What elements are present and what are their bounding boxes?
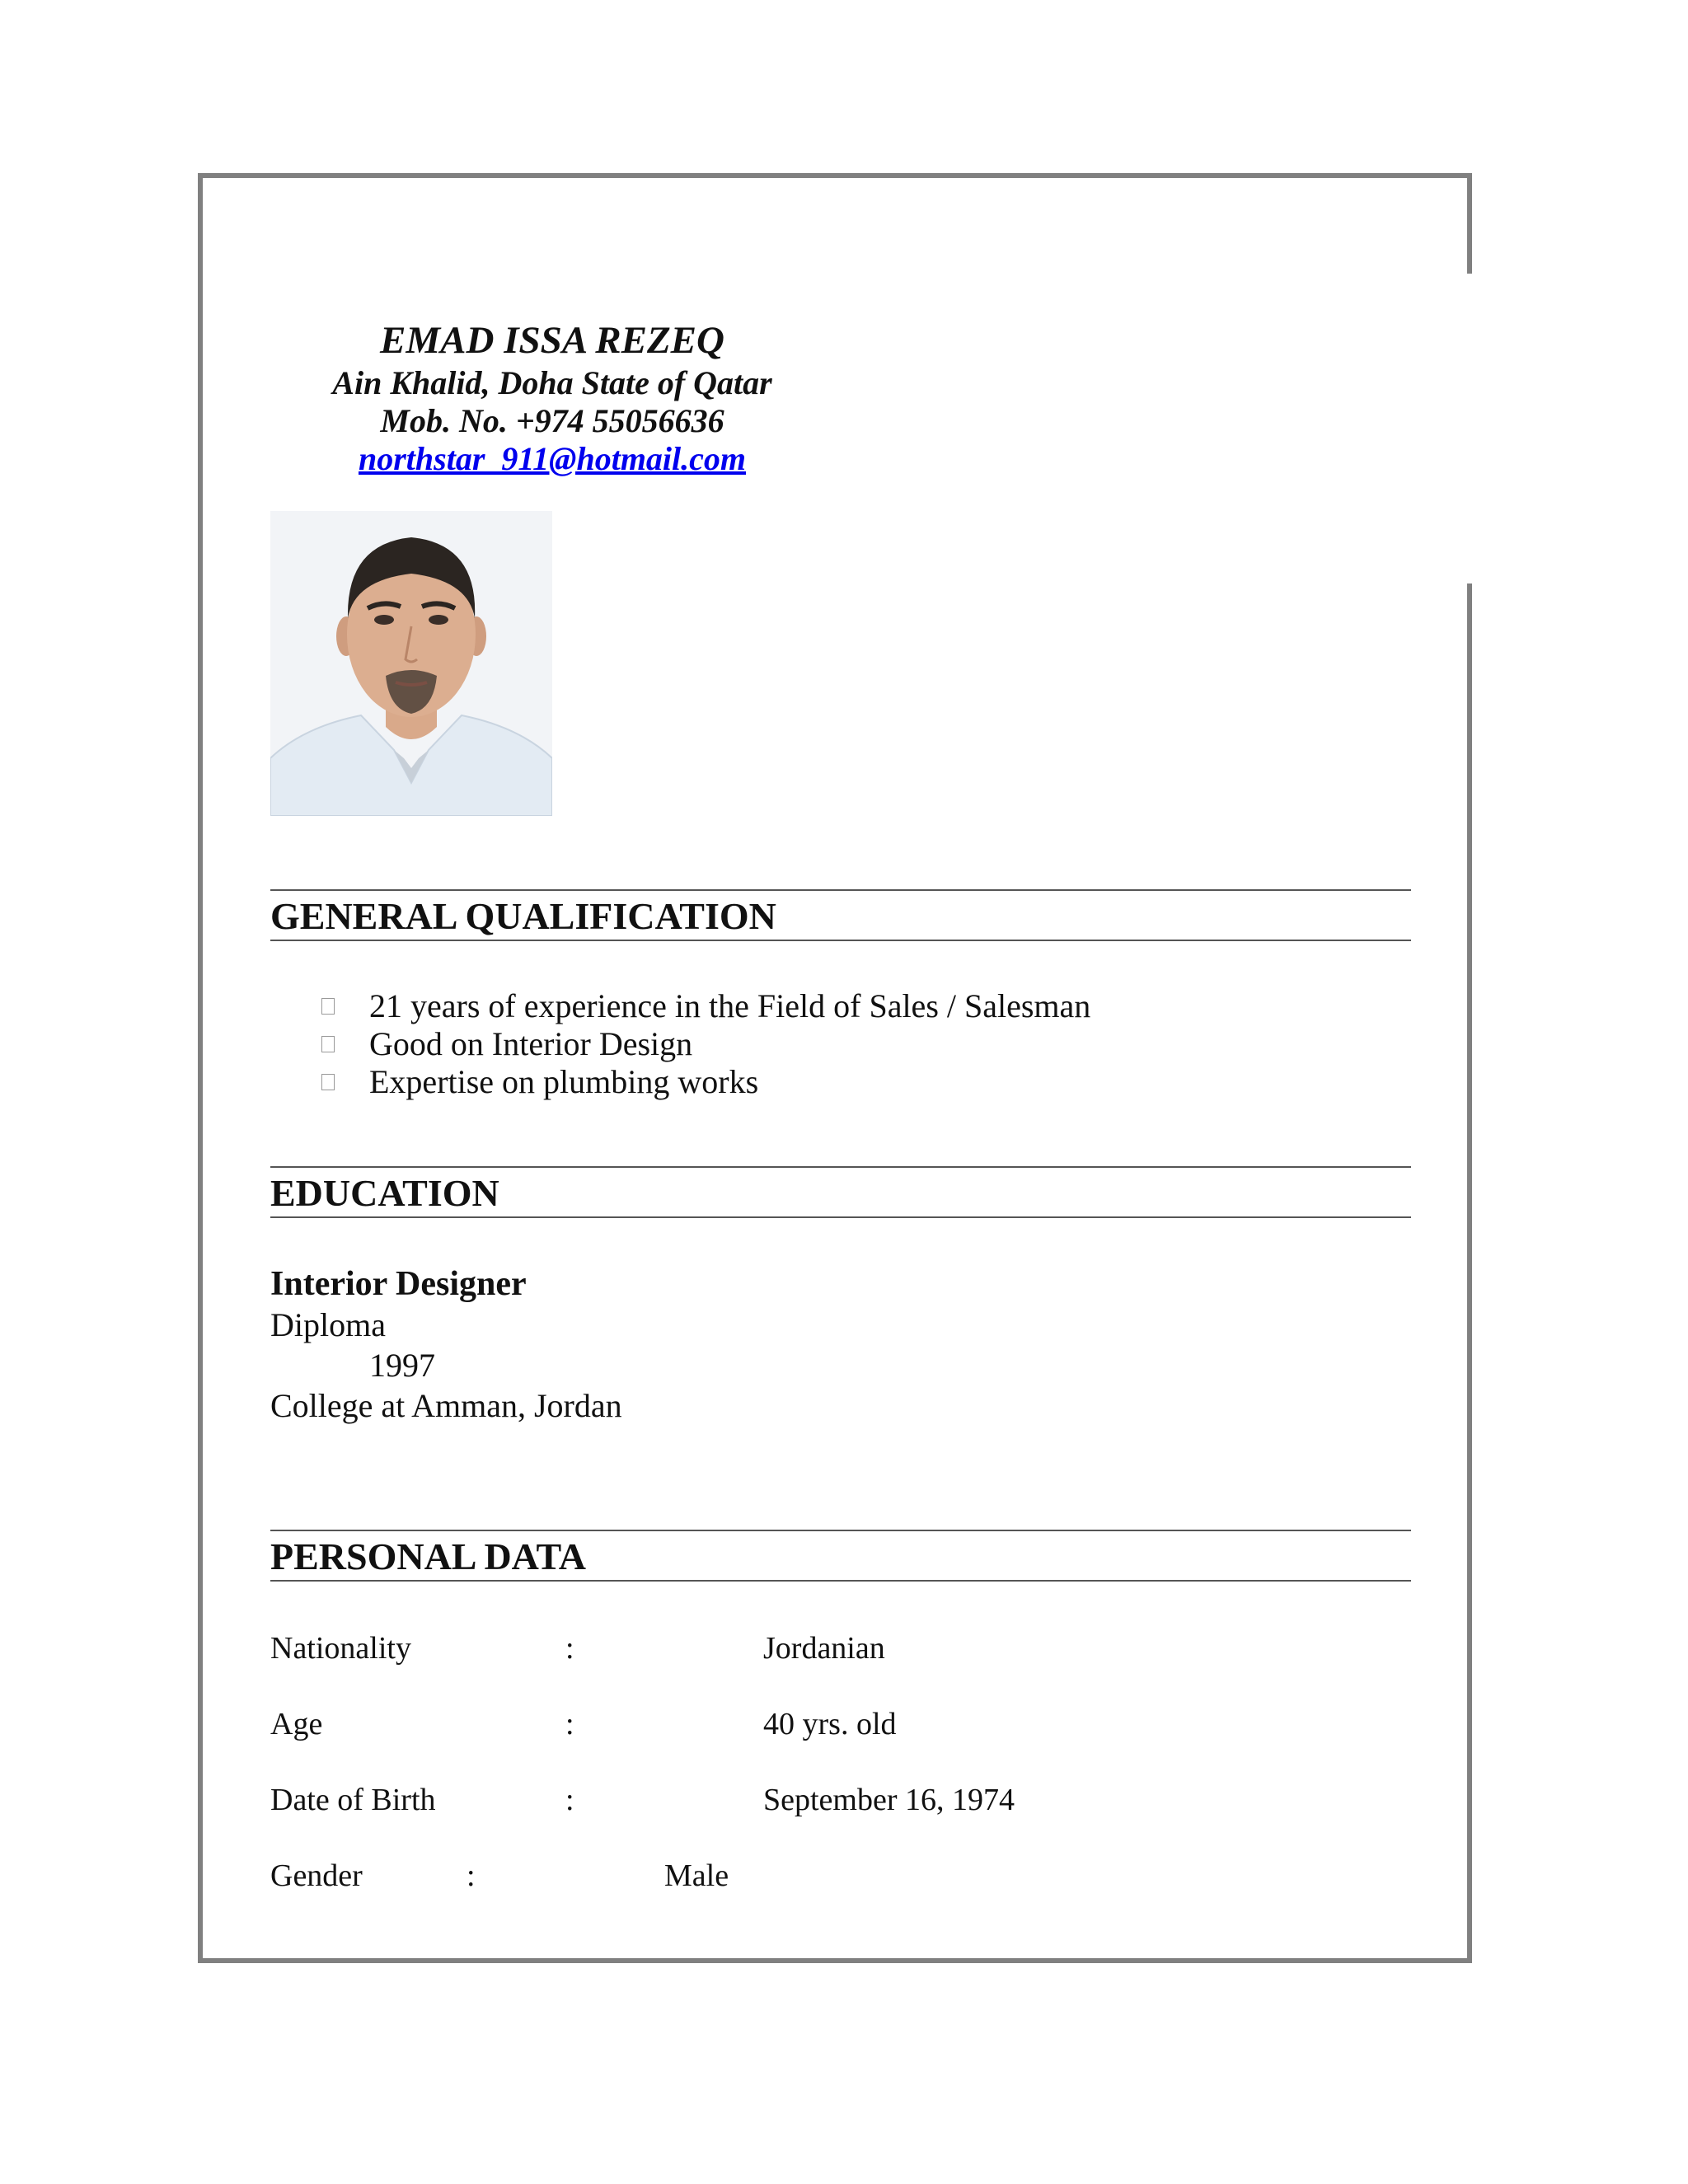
education-year: 1997 xyxy=(369,1347,435,1384)
qualification-list xyxy=(321,987,1090,1101)
profile-photo xyxy=(270,511,552,816)
applicant-name: EMAD ISSA REZEQ xyxy=(380,319,724,362)
personal-top-rule xyxy=(270,1530,1411,1531)
qualification-top-rule xyxy=(270,889,1411,891)
resume-header xyxy=(313,316,791,478)
age-label: Age xyxy=(270,1707,323,1741)
page-border-left xyxy=(198,173,203,1963)
bullet-box-icon xyxy=(321,998,335,1015)
age-value: 40 yrs. old xyxy=(763,1707,897,1741)
dob-value: September 16, 1974 xyxy=(763,1783,1015,1817)
qualification-bottom-rule xyxy=(270,940,1411,941)
page-border-bottom xyxy=(198,1958,1472,1963)
profile-photo-icon xyxy=(270,511,552,816)
page-border-right-upper xyxy=(1467,173,1472,274)
age-separator: : xyxy=(565,1707,574,1741)
education-school: College at Amman, Jordan xyxy=(270,1387,622,1424)
education-bottom-rule xyxy=(270,1216,1411,1218)
list-item xyxy=(321,1063,1090,1101)
gender-label: Gender xyxy=(270,1858,363,1893)
education-entry xyxy=(270,1264,622,1426)
email-link[interactable]: northstar_911@hotmail.com xyxy=(358,440,747,477)
page-border-right-lower xyxy=(1467,583,1472,1963)
page-border-top xyxy=(198,173,1472,178)
education-heading: EDUCATION xyxy=(270,1172,499,1214)
list-item xyxy=(321,1025,1090,1063)
list-item-text: 21 years of experience in the Field of Sales / Salesman xyxy=(369,987,1091,1024)
personal-bottom-rule xyxy=(270,1580,1411,1582)
list-item-text: Good on Interior Design xyxy=(369,1025,693,1062)
applicant-mobile: Mob. No. +974 55056636 xyxy=(380,402,724,439)
nationality-separator: : xyxy=(565,1631,574,1666)
nationality-label: Nationality xyxy=(270,1631,411,1666)
gender-separator: : xyxy=(467,1858,476,1893)
personal-heading: PERSONAL DATA xyxy=(270,1535,586,1577)
qualification-heading: GENERAL QUALIFICATION xyxy=(270,895,776,937)
dob-label: Date of Birth xyxy=(270,1783,436,1817)
education-type: Diploma xyxy=(270,1306,386,1343)
education-top-rule xyxy=(270,1166,1411,1168)
gender-value: Male xyxy=(664,1858,729,1893)
list-item-text: Expertise on plumbing works xyxy=(369,1063,759,1100)
dob-separator: : xyxy=(565,1783,574,1817)
list-item xyxy=(321,987,1090,1025)
bullet-box-icon xyxy=(321,1074,335,1090)
education-degree: Interior Designer xyxy=(270,1265,527,1303)
applicant-address: Ain Khalid, Doha State of Qatar xyxy=(332,364,772,401)
nationality-value: Jordanian xyxy=(763,1631,885,1666)
bullet-box-icon xyxy=(321,1036,335,1052)
